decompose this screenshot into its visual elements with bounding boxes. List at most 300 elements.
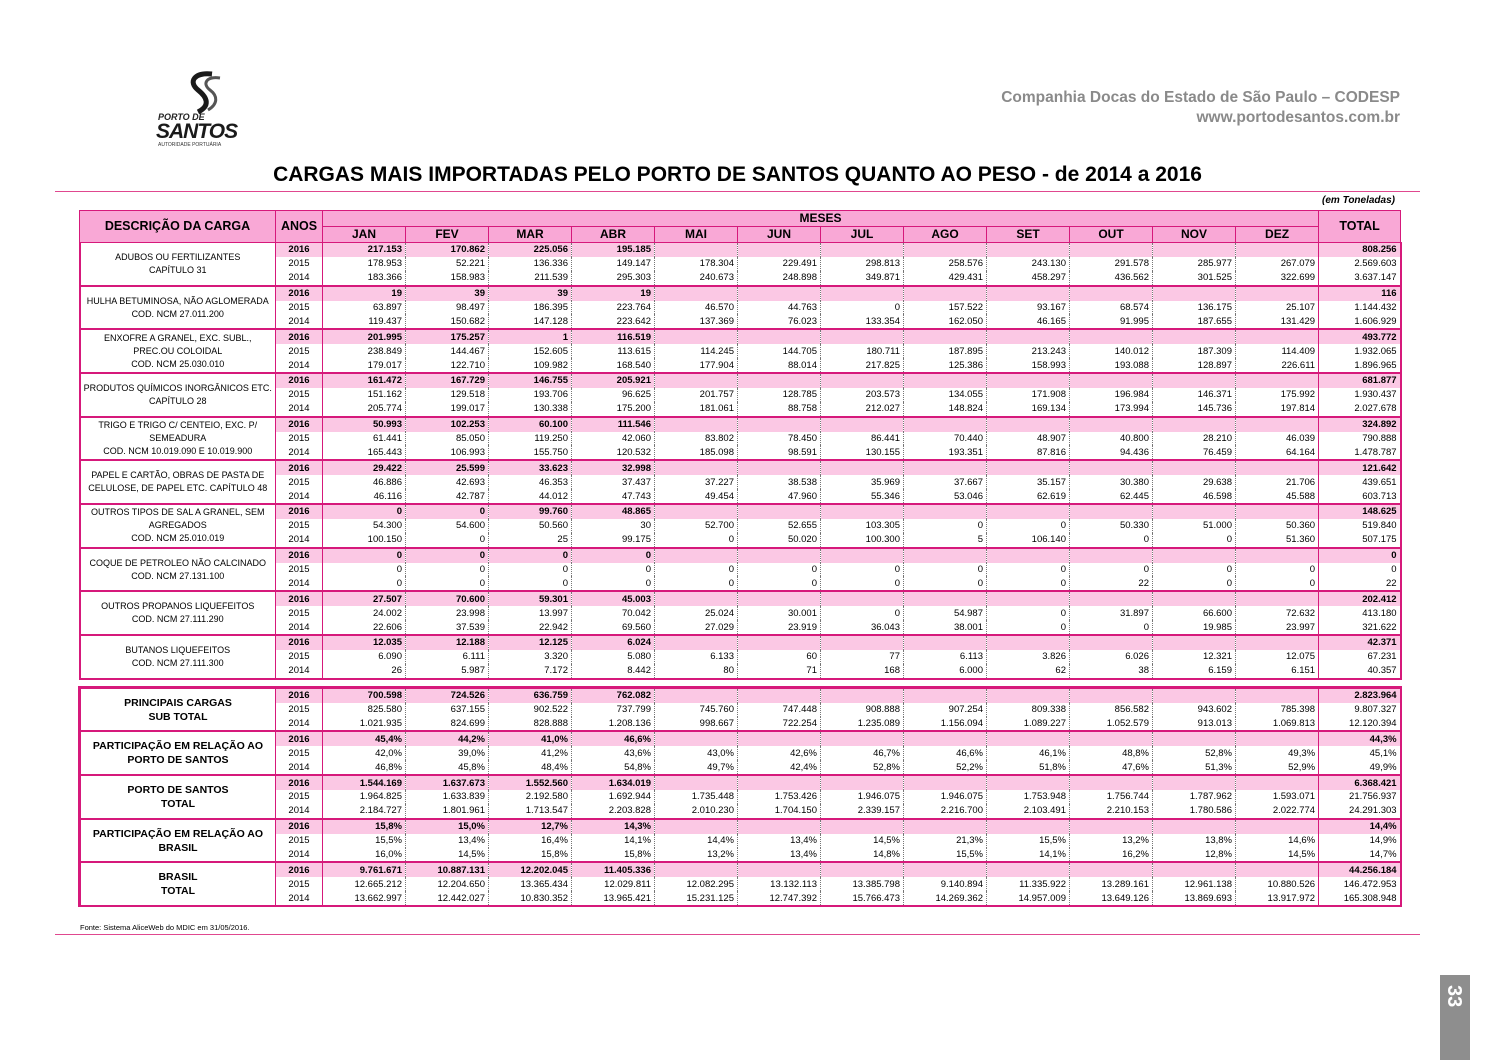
month-value-cell: 32.998 xyxy=(572,460,655,475)
month-value-cell: 29.422 xyxy=(323,460,406,475)
month-value-cell: 12,8% xyxy=(1153,848,1236,863)
month-value-cell: 54.987 xyxy=(904,606,987,620)
month-value-cell xyxy=(1153,286,1236,301)
month-value-cell xyxy=(904,286,987,301)
month-value-cell xyxy=(904,731,987,746)
month-value-cell: 2.210.153 xyxy=(1070,804,1153,819)
year-cell: 2015 xyxy=(276,519,323,533)
month-value-cell: 37.227 xyxy=(655,475,738,489)
month-value-cell: 223.764 xyxy=(572,301,655,315)
month-value-cell: 0 xyxy=(738,563,821,577)
month-value-cell xyxy=(1236,862,1319,877)
month-value-cell: 637.155 xyxy=(406,703,489,717)
month-value-cell: 12.125 xyxy=(489,635,572,650)
cargo-description xyxy=(80,460,276,504)
month-value-cell: 1.753.426 xyxy=(738,790,821,804)
month-value-cell xyxy=(655,286,738,301)
month-value-cell: 349.871 xyxy=(821,271,904,286)
total-cell: 413.180 xyxy=(1319,606,1401,620)
month-value-cell: 902.522 xyxy=(489,703,572,717)
month-value-cell: 44.012 xyxy=(489,489,572,504)
month-value-cell: 15,8% xyxy=(489,848,572,863)
month-value-cell xyxy=(738,591,821,606)
month-value-cell: 62 xyxy=(987,664,1070,679)
month-value-cell: 0 xyxy=(987,563,1070,577)
year-cell: 2015 xyxy=(276,746,323,760)
month-value-cell: 27.507 xyxy=(323,591,406,606)
logo-line2: SANTOS xyxy=(156,120,238,143)
year-cell: 2014 xyxy=(276,804,323,819)
month-value-cell xyxy=(821,635,904,650)
month-value-cell: 1.593.071 xyxy=(1236,790,1319,804)
month-value-cell: 52.221 xyxy=(406,257,489,271)
month-value-cell: 137.369 xyxy=(655,314,738,329)
year-cell: 2016 xyxy=(276,548,323,563)
year-cell: 2015 xyxy=(276,432,323,446)
month-value-cell xyxy=(738,504,821,519)
col-header-month: OUT xyxy=(1070,227,1153,243)
month-value-cell: 48.865 xyxy=(572,504,655,519)
company-block xyxy=(1001,88,1400,128)
month-value-cell: 747.448 xyxy=(738,703,821,717)
month-value-cell xyxy=(987,819,1070,834)
table-row xyxy=(80,519,1401,533)
cargo-description-line: COD. NCM 10.019.090 E 10.019.900 xyxy=(103,446,253,457)
month-value-cell: 16,4% xyxy=(489,834,572,848)
month-value-cell: 0 xyxy=(821,606,904,620)
month-value-cell: 55.346 xyxy=(821,489,904,504)
month-value-cell: 199.017 xyxy=(406,402,489,417)
table-row xyxy=(80,475,1401,489)
cargo-description xyxy=(80,417,276,461)
table-row xyxy=(80,576,1401,591)
total-cell: 1.478.787 xyxy=(1319,445,1401,460)
month-value-cell xyxy=(904,862,987,877)
month-value-cell: 25.024 xyxy=(655,606,738,620)
month-value-cell xyxy=(904,460,987,475)
month-value-cell: 298.813 xyxy=(821,257,904,271)
month-value-cell xyxy=(1236,504,1319,519)
month-value-cell: 240.673 xyxy=(655,271,738,286)
month-value-cell xyxy=(1153,504,1236,519)
month-value-cell: 46.353 xyxy=(489,475,572,489)
month-value-cell xyxy=(1153,591,1236,606)
month-value-cell: 10.887.131 xyxy=(406,862,489,877)
month-value-cell xyxy=(738,819,821,834)
month-value-cell: 21.706 xyxy=(1236,475,1319,489)
cargo-description-line: COD. NCM 25.010.019 xyxy=(131,533,225,544)
month-value-cell xyxy=(738,731,821,746)
month-value-cell: 93.167 xyxy=(987,301,1070,315)
month-value-cell: 187.895 xyxy=(904,344,987,358)
total-cell: 1.930.437 xyxy=(1319,388,1401,402)
month-value-cell: 52,8% xyxy=(821,760,904,775)
table-row xyxy=(80,819,1401,834)
year-cell: 2016 xyxy=(276,862,323,877)
cargo-description-line: PAPEL E CARTÃO, OBRAS DE PASTA DE xyxy=(91,470,265,481)
month-value-cell: 134.055 xyxy=(904,388,987,402)
year-cell: 2015 xyxy=(276,563,323,577)
month-value-cell: 13.365.434 xyxy=(489,877,572,891)
month-value-cell: 144.705 xyxy=(738,344,821,358)
company-website[interactable]: www.portodesantos.com.br xyxy=(1196,109,1400,126)
month-value-cell: 25.107 xyxy=(1236,301,1319,315)
year-cell: 2015 xyxy=(276,834,323,848)
month-value-cell: 47,6% xyxy=(1070,760,1153,775)
table-row xyxy=(80,717,1401,732)
month-value-cell: 458.297 xyxy=(987,271,1070,286)
col-header-month: AGO xyxy=(904,227,987,243)
month-value-cell: 52,2% xyxy=(904,760,987,775)
total-cell: 42.371 xyxy=(1319,635,1401,650)
month-value-cell: 78.450 xyxy=(738,432,821,446)
month-value-cell xyxy=(1070,731,1153,746)
month-value-cell: 724.526 xyxy=(406,687,489,702)
month-value-cell: 0 xyxy=(904,519,987,533)
month-value-cell: 15,5% xyxy=(987,834,1070,848)
month-value-cell: 43,6% xyxy=(572,746,655,760)
month-value-cell: 128.897 xyxy=(1153,358,1236,373)
table-row xyxy=(80,775,1401,790)
cargo-description xyxy=(80,373,276,417)
month-value-cell xyxy=(821,687,904,702)
col-header-month: JUN xyxy=(738,227,821,243)
total-cell: 14,4% xyxy=(1319,819,1401,834)
year-cell: 2014 xyxy=(276,533,323,548)
cargo-description-line: TOTAL xyxy=(160,885,196,898)
month-value-cell: 5.080 xyxy=(572,650,655,664)
month-value-cell xyxy=(987,286,1070,301)
month-value-cell: 2.339.157 xyxy=(821,804,904,819)
month-value-cell: 12.029.811 xyxy=(572,877,655,891)
table-row xyxy=(80,314,1401,329)
month-value-cell: 100.300 xyxy=(821,533,904,548)
month-value-cell: 48.907 xyxy=(987,432,1070,446)
month-value-cell: 0 xyxy=(572,548,655,563)
cargo-description xyxy=(80,635,276,679)
month-value-cell xyxy=(655,775,738,790)
month-value-cell: 170.862 xyxy=(406,243,489,257)
month-value-cell: 91.995 xyxy=(1070,314,1153,329)
month-value-cell xyxy=(1070,591,1153,606)
table-row xyxy=(80,591,1401,606)
cargo-description xyxy=(80,504,276,548)
month-value-cell xyxy=(1153,819,1236,834)
month-value-cell: 13.649.126 xyxy=(1070,891,1153,906)
total-cell: 808.256 xyxy=(1319,243,1401,257)
total-cell: 45,1% xyxy=(1319,746,1401,760)
month-value-cell xyxy=(821,862,904,877)
month-value-cell: 22 xyxy=(1070,576,1153,591)
month-value-cell xyxy=(1070,819,1153,834)
year-cell: 2015 xyxy=(276,344,323,358)
month-value-cell xyxy=(1070,504,1153,519)
month-value-cell: 98.497 xyxy=(406,301,489,315)
month-value-cell xyxy=(1236,775,1319,790)
month-value-cell xyxy=(821,591,904,606)
table-row xyxy=(80,746,1401,760)
cargo-description-line: COD. NCM 27.011.200 xyxy=(131,308,224,319)
month-value-cell: 167.729 xyxy=(406,373,489,388)
month-value-cell: 8.442 xyxy=(572,664,655,679)
month-value-cell: 33.623 xyxy=(489,460,572,475)
total-cell: 507.175 xyxy=(1319,533,1401,548)
month-value-cell: 66.600 xyxy=(1153,606,1236,620)
month-value-cell: 1.756.744 xyxy=(1070,790,1153,804)
month-value-cell: 12.747.392 xyxy=(738,891,821,906)
month-value-cell: 12.442.027 xyxy=(406,891,489,906)
table-row xyxy=(80,862,1401,877)
month-value-cell: 12.321 xyxy=(1153,650,1236,664)
total-cell: 148.625 xyxy=(1319,504,1401,519)
table-row xyxy=(80,445,1401,460)
logo-subtitle: AUTORIDADE PORTUÁRIA xyxy=(158,142,222,148)
month-value-cell xyxy=(904,417,987,432)
month-value-cell: 61.441 xyxy=(323,432,406,446)
section-separator xyxy=(80,679,1401,688)
month-value-cell: 60.100 xyxy=(489,417,572,432)
month-value-cell: 998.667 xyxy=(655,717,738,732)
month-value-cell xyxy=(821,373,904,388)
month-value-cell: 248.898 xyxy=(738,271,821,286)
month-value-cell: 205.921 xyxy=(572,373,655,388)
month-value-cell: 157.522 xyxy=(904,301,987,315)
month-value-cell: 52,8% xyxy=(1153,746,1236,760)
month-value-cell xyxy=(904,243,987,257)
month-value-cell: 152.605 xyxy=(489,344,572,358)
month-value-cell xyxy=(1236,591,1319,606)
month-value-cell: 178.304 xyxy=(655,257,738,271)
table-row xyxy=(80,271,1401,286)
month-value-cell: 3.320 xyxy=(489,650,572,664)
total-cell: 321.622 xyxy=(1319,620,1401,635)
month-value-cell xyxy=(821,819,904,834)
month-value-cell: 1.780.586 xyxy=(1153,804,1236,819)
total-cell: 1.896.965 xyxy=(1319,358,1401,373)
month-value-cell: 53.046 xyxy=(904,489,987,504)
month-value-cell: 201.995 xyxy=(323,329,406,344)
total-cell: 116 xyxy=(1319,286,1401,301)
total-cell: 12.120.394 xyxy=(1319,717,1401,732)
month-value-cell: 212.027 xyxy=(821,402,904,417)
month-value-cell: 0 xyxy=(821,576,904,591)
month-value-cell xyxy=(1070,417,1153,432)
total-cell: 2.027.678 xyxy=(1319,402,1401,417)
month-value-cell: 12,7% xyxy=(489,819,572,834)
total-cell: 681.877 xyxy=(1319,373,1401,388)
month-value-cell: 102.253 xyxy=(406,417,489,432)
month-value-cell: 2.022.774 xyxy=(1236,804,1319,819)
month-value-cell: 15,5% xyxy=(323,834,406,848)
month-value-cell: 0 xyxy=(1153,563,1236,577)
month-value-cell xyxy=(1236,373,1319,388)
col-header-desc: DESCRIÇÃO DA CARGA xyxy=(80,211,276,243)
month-value-cell: 12.188 xyxy=(406,635,489,650)
total-cell: 40.357 xyxy=(1319,664,1401,679)
month-value-cell xyxy=(1070,775,1153,790)
month-value-cell: 162.050 xyxy=(904,314,987,329)
month-value-cell: 144.467 xyxy=(406,344,489,358)
col-header-month: DEZ xyxy=(1236,227,1319,243)
total-cell: 24.291.303 xyxy=(1319,804,1401,819)
col-header-months-group: MESES xyxy=(323,211,1319,227)
month-value-cell: 3.826 xyxy=(987,650,1070,664)
month-value-cell: 1.692.944 xyxy=(572,790,655,804)
month-value-cell: 42.787 xyxy=(406,489,489,504)
month-value-cell: 147.128 xyxy=(489,314,572,329)
month-value-cell: 13,4% xyxy=(406,834,489,848)
month-value-cell: 14.269.362 xyxy=(904,891,987,906)
month-value-cell: 23.998 xyxy=(406,606,489,620)
month-value-cell xyxy=(904,819,987,834)
month-value-cell: 165.443 xyxy=(323,445,406,460)
month-value-cell: 46,8% xyxy=(323,760,406,775)
month-value-cell: 168.540 xyxy=(572,358,655,373)
month-value-cell xyxy=(987,731,1070,746)
month-value-cell: 25 xyxy=(489,533,572,548)
table-row xyxy=(80,804,1401,819)
month-value-cell: 0 xyxy=(406,548,489,563)
month-value-cell: 1.946.075 xyxy=(904,790,987,804)
month-value-cell: 15.231.125 xyxy=(655,891,738,906)
month-value-cell: 226.611 xyxy=(1236,358,1319,373)
month-value-cell: 106.140 xyxy=(987,533,1070,548)
month-value-cell: 12.665.212 xyxy=(323,877,406,891)
month-value-cell: 19.985 xyxy=(1153,620,1236,635)
month-value-cell xyxy=(987,548,1070,563)
month-value-cell: 60 xyxy=(738,650,821,664)
logo-s-mark-icon xyxy=(150,68,250,118)
month-value-cell xyxy=(738,635,821,650)
month-value-cell: 828.888 xyxy=(489,717,572,732)
total-cell: 22 xyxy=(1319,576,1401,591)
table-row xyxy=(80,301,1401,315)
month-value-cell xyxy=(655,329,738,344)
month-value-cell: 258.576 xyxy=(904,257,987,271)
month-value-cell xyxy=(987,417,1070,432)
month-value-cell: 36.043 xyxy=(821,620,904,635)
year-cell: 2014 xyxy=(276,717,323,732)
month-value-cell: 213.243 xyxy=(987,344,1070,358)
month-value-cell: 14.957.009 xyxy=(987,891,1070,906)
month-value-cell: 13.997 xyxy=(489,606,572,620)
month-value-cell: 46.886 xyxy=(323,475,406,489)
cargo-description xyxy=(80,862,276,906)
month-value-cell: 9.140.894 xyxy=(904,877,987,891)
month-value-cell: 14,5% xyxy=(821,834,904,848)
year-cell: 2014 xyxy=(276,271,323,286)
page-title: CARGAS MAIS IMPORTADAS PELO PORTO DE SANTOS QUANTO AO PESO - de 2014 a 2016 xyxy=(273,163,1202,186)
month-value-cell: 186.395 xyxy=(489,301,572,315)
cargo-description-line: ENXOFRE A GRANEL, EXC. SUBL., xyxy=(103,332,252,343)
total-cell: 121.642 xyxy=(1319,460,1401,475)
month-value-cell xyxy=(1153,731,1236,746)
month-value-cell: 6.090 xyxy=(323,650,406,664)
month-value-cell: 44,2% xyxy=(406,731,489,746)
cargo-description-line: BRASIL xyxy=(158,841,198,854)
total-cell: 790.888 xyxy=(1319,432,1401,446)
month-value-cell xyxy=(904,329,987,344)
month-value-cell: 0 xyxy=(1153,533,1236,548)
month-value-cell xyxy=(821,329,904,344)
month-value-cell: 195.185 xyxy=(572,243,655,257)
month-value-cell: 173.994 xyxy=(1070,402,1153,417)
month-value-cell: 38.538 xyxy=(738,475,821,489)
month-value-cell xyxy=(1153,687,1236,702)
month-value-cell: 106.993 xyxy=(406,445,489,460)
month-value-cell: 1.089.227 xyxy=(987,717,1070,732)
total-cell: 21.756.937 xyxy=(1319,790,1401,804)
month-value-cell: 217.153 xyxy=(323,243,406,257)
month-value-cell: 49,3% xyxy=(1236,746,1319,760)
year-cell: 2016 xyxy=(276,504,323,519)
month-value-cell: 197.814 xyxy=(1236,402,1319,417)
month-value-cell: 1.552.560 xyxy=(489,775,572,790)
month-value-cell: 6.024 xyxy=(572,635,655,650)
month-value-cell: 12.204.650 xyxy=(406,877,489,891)
month-value-cell xyxy=(655,243,738,257)
month-value-cell: 96.625 xyxy=(572,388,655,402)
month-value-cell: 29.638 xyxy=(1153,475,1236,489)
month-value-cell: 83.802 xyxy=(655,432,738,446)
table-row xyxy=(80,703,1401,717)
month-value-cell: 183.366 xyxy=(323,271,406,286)
month-value-cell: 0 xyxy=(655,533,738,548)
month-value-cell: 13.869.693 xyxy=(1153,891,1236,906)
month-value-cell xyxy=(1153,417,1236,432)
table-row xyxy=(80,460,1401,475)
month-value-cell: 88.758 xyxy=(738,402,821,417)
month-value-cell: 70.600 xyxy=(406,591,489,606)
year-cell: 2016 xyxy=(276,373,323,388)
month-value-cell: 809.338 xyxy=(987,703,1070,717)
table-row xyxy=(80,877,1401,891)
month-value-cell: 12.075 xyxy=(1236,650,1319,664)
month-value-cell xyxy=(904,635,987,650)
month-value-cell: 1.787.962 xyxy=(1153,790,1236,804)
month-value-cell xyxy=(738,460,821,475)
month-value-cell: 16,2% xyxy=(1070,848,1153,863)
year-cell: 2016 xyxy=(276,460,323,475)
table-row xyxy=(80,620,1401,635)
month-value-cell: 88.014 xyxy=(738,358,821,373)
month-value-cell: 1.069.813 xyxy=(1236,717,1319,732)
month-value-cell: 76.459 xyxy=(1153,445,1236,460)
month-value-cell: 13,4% xyxy=(738,834,821,848)
month-value-cell: 76.023 xyxy=(738,314,821,329)
month-value-cell: 301.525 xyxy=(1153,271,1236,286)
year-cell: 2014 xyxy=(276,314,323,329)
month-value-cell: 46,6% xyxy=(904,746,987,760)
month-value-cell: 21,3% xyxy=(904,834,987,848)
month-value-cell: 2.184.727 xyxy=(323,804,406,819)
month-value-cell: 140.012 xyxy=(1070,344,1153,358)
month-value-cell: 46.570 xyxy=(655,301,738,315)
month-value-cell: 10.830.352 xyxy=(489,891,572,906)
month-value-cell: 15,8% xyxy=(323,819,406,834)
month-value-cell xyxy=(1236,687,1319,702)
total-cell: 44.256.184 xyxy=(1319,862,1401,877)
month-value-cell xyxy=(1070,286,1153,301)
imports-table xyxy=(78,210,1402,907)
year-cell: 2014 xyxy=(276,620,323,635)
cargo-description-line: CAPÍTULO 31 xyxy=(148,264,207,275)
month-value-cell: 0 xyxy=(1236,576,1319,591)
month-value-cell: 745.760 xyxy=(655,703,738,717)
month-value-cell: 0 xyxy=(1153,576,1236,591)
month-value-cell: 114.409 xyxy=(1236,344,1319,358)
month-value-cell xyxy=(738,373,821,388)
